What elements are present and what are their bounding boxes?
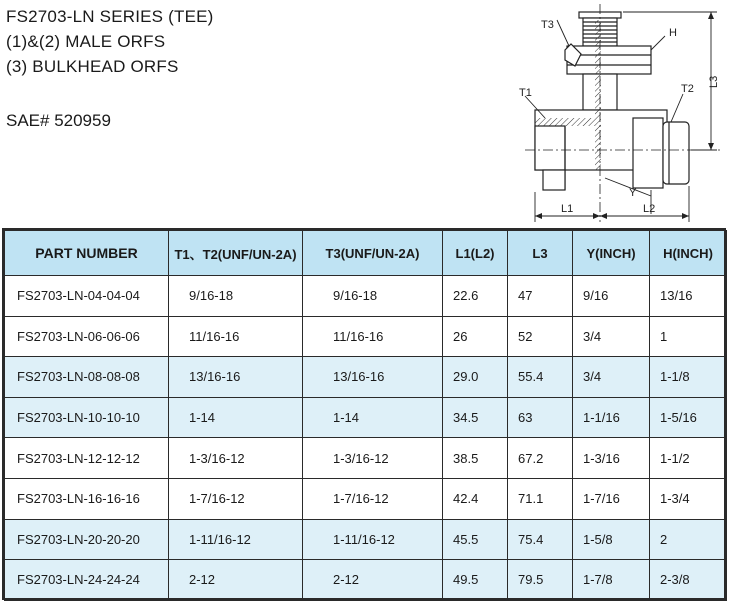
table-row bbox=[5, 397, 727, 438]
t1-t2-cell: 2-12 bbox=[169, 560, 303, 601]
t1-t2-cell: 1-7/16-12 bbox=[169, 478, 303, 519]
y-cell: 3/4 bbox=[573, 357, 650, 398]
h-cell: 1-1/8 bbox=[650, 357, 727, 398]
y-cell: 1-7/16 bbox=[573, 478, 650, 519]
t1-t2-cell: 9/16-18 bbox=[169, 276, 303, 317]
l3-cell: 47 bbox=[508, 276, 573, 317]
series-title: FS2703-LN SERIES (TEE) bbox=[6, 7, 214, 26]
l3-cell: 52 bbox=[508, 316, 573, 357]
l1-l2-cell: 34.5 bbox=[443, 397, 508, 438]
h-cell: 1 bbox=[650, 316, 727, 357]
l1-l2-cell: 29.0 bbox=[443, 357, 508, 398]
t3-label: T3 bbox=[541, 19, 554, 31]
sae-number: SAE# 520959 bbox=[6, 111, 111, 130]
t3-cell: 1-11/16-12 bbox=[303, 519, 443, 560]
table-row bbox=[5, 438, 727, 479]
l1-l2-cell: 45.5 bbox=[443, 519, 508, 560]
h-cell: 13/16 bbox=[650, 276, 727, 317]
l3-cell: 55.4 bbox=[508, 357, 573, 398]
t1-t2-cell: 11/16-16 bbox=[169, 316, 303, 357]
part-number-cell: FS2703-LN-16-16-16 bbox=[5, 478, 169, 519]
y-cell: 1-3/16 bbox=[573, 438, 650, 479]
table-row bbox=[5, 316, 727, 357]
l1-label: L1 bbox=[561, 203, 574, 215]
tee-fitting-drawing bbox=[505, 0, 730, 228]
t1-t2-cell: 1-3/16-12 bbox=[169, 438, 303, 479]
column-header-l1-l2: L1(L2) bbox=[443, 231, 508, 276]
t3-cell: 9/16-18 bbox=[303, 276, 443, 317]
part-number-cell: FS2703-LN-20-20-20 bbox=[5, 519, 169, 560]
h-label: H bbox=[669, 27, 677, 39]
l3-cell: 67.2 bbox=[508, 438, 573, 479]
y-cell: 1-5/8 bbox=[573, 519, 650, 560]
column-header-h: H(INCH) bbox=[650, 231, 727, 276]
y-cell: 1-7/8 bbox=[573, 560, 650, 601]
t2-label: T2 bbox=[681, 83, 694, 95]
y-cell: 1-1/16 bbox=[573, 397, 650, 438]
h-cell: 2 bbox=[650, 519, 727, 560]
column-header-t3: T3(UNF/UN-2A) bbox=[303, 231, 443, 276]
title-block bbox=[6, 4, 214, 79]
l3-cell: 63 bbox=[508, 397, 573, 438]
table-header-row bbox=[5, 231, 727, 276]
part-number-cell: FS2703-LN-06-06-06 bbox=[5, 316, 169, 357]
t1-t2-cell: 1-11/16-12 bbox=[169, 519, 303, 560]
h-cell: 2-3/8 bbox=[650, 560, 727, 601]
h-cell: 1-1/2 bbox=[650, 438, 727, 479]
bulkhead-orfs-note: (3) BULKHEAD ORFS bbox=[6, 57, 179, 76]
column-header-l3: L3 bbox=[508, 231, 573, 276]
part-number-cell: FS2703-LN-24-24-24 bbox=[5, 560, 169, 601]
t1-t2-cell: 1-14 bbox=[169, 397, 303, 438]
column-header-part-number: PART NUMBER bbox=[5, 231, 169, 276]
table-row bbox=[5, 519, 727, 560]
l1-l2-cell: 26 bbox=[443, 316, 508, 357]
t1-label: T1 bbox=[519, 87, 532, 99]
t3-cell: 13/16-16 bbox=[303, 357, 443, 398]
table-row bbox=[5, 357, 727, 398]
l1-l2-cell: 42.4 bbox=[443, 478, 508, 519]
part-number-cell: FS2703-LN-04-04-04 bbox=[5, 276, 169, 317]
h-cell: 1-5/16 bbox=[650, 397, 727, 438]
column-header-y: Y(INCH) bbox=[573, 231, 650, 276]
t3-cell: 2-12 bbox=[303, 560, 443, 601]
l3-cell: 79.5 bbox=[508, 560, 573, 601]
l3-cell: 71.1 bbox=[508, 478, 573, 519]
t1-t2-cell: 13/16-16 bbox=[169, 357, 303, 398]
t3-cell: 1-14 bbox=[303, 397, 443, 438]
l3-cell: 75.4 bbox=[508, 519, 573, 560]
h-cell: 1-3/4 bbox=[650, 478, 727, 519]
l3-label: L3 bbox=[708, 75, 720, 88]
part-number-cell: FS2703-LN-08-08-08 bbox=[5, 357, 169, 398]
l1-l2-cell: 49.5 bbox=[443, 560, 508, 601]
table-row bbox=[5, 478, 727, 519]
l1-l2-cell: 38.5 bbox=[443, 438, 508, 479]
column-header-t1-t2: T1、T2(UNF/UN-2A) bbox=[169, 231, 303, 276]
y-cell: 9/16 bbox=[573, 276, 650, 317]
table-row bbox=[5, 560, 727, 601]
t3-cell: 11/16-16 bbox=[303, 316, 443, 357]
male-orfs-note: (1)&(2) MALE ORFS bbox=[6, 32, 166, 51]
y-label: Y bbox=[629, 187, 637, 199]
part-number-cell: FS2703-LN-10-10-10 bbox=[5, 397, 169, 438]
table-row bbox=[5, 276, 727, 317]
y-cell: 3/4 bbox=[573, 316, 650, 357]
l2-label: L2 bbox=[643, 203, 656, 215]
t3-cell: 1-3/16-12 bbox=[303, 438, 443, 479]
part-number-cell: FS2703-LN-12-12-12 bbox=[5, 438, 169, 479]
t3-cell: 1-7/16-12 bbox=[303, 478, 443, 519]
l1-l2-cell: 22.6 bbox=[443, 276, 508, 317]
specifications-table bbox=[4, 230, 727, 601]
